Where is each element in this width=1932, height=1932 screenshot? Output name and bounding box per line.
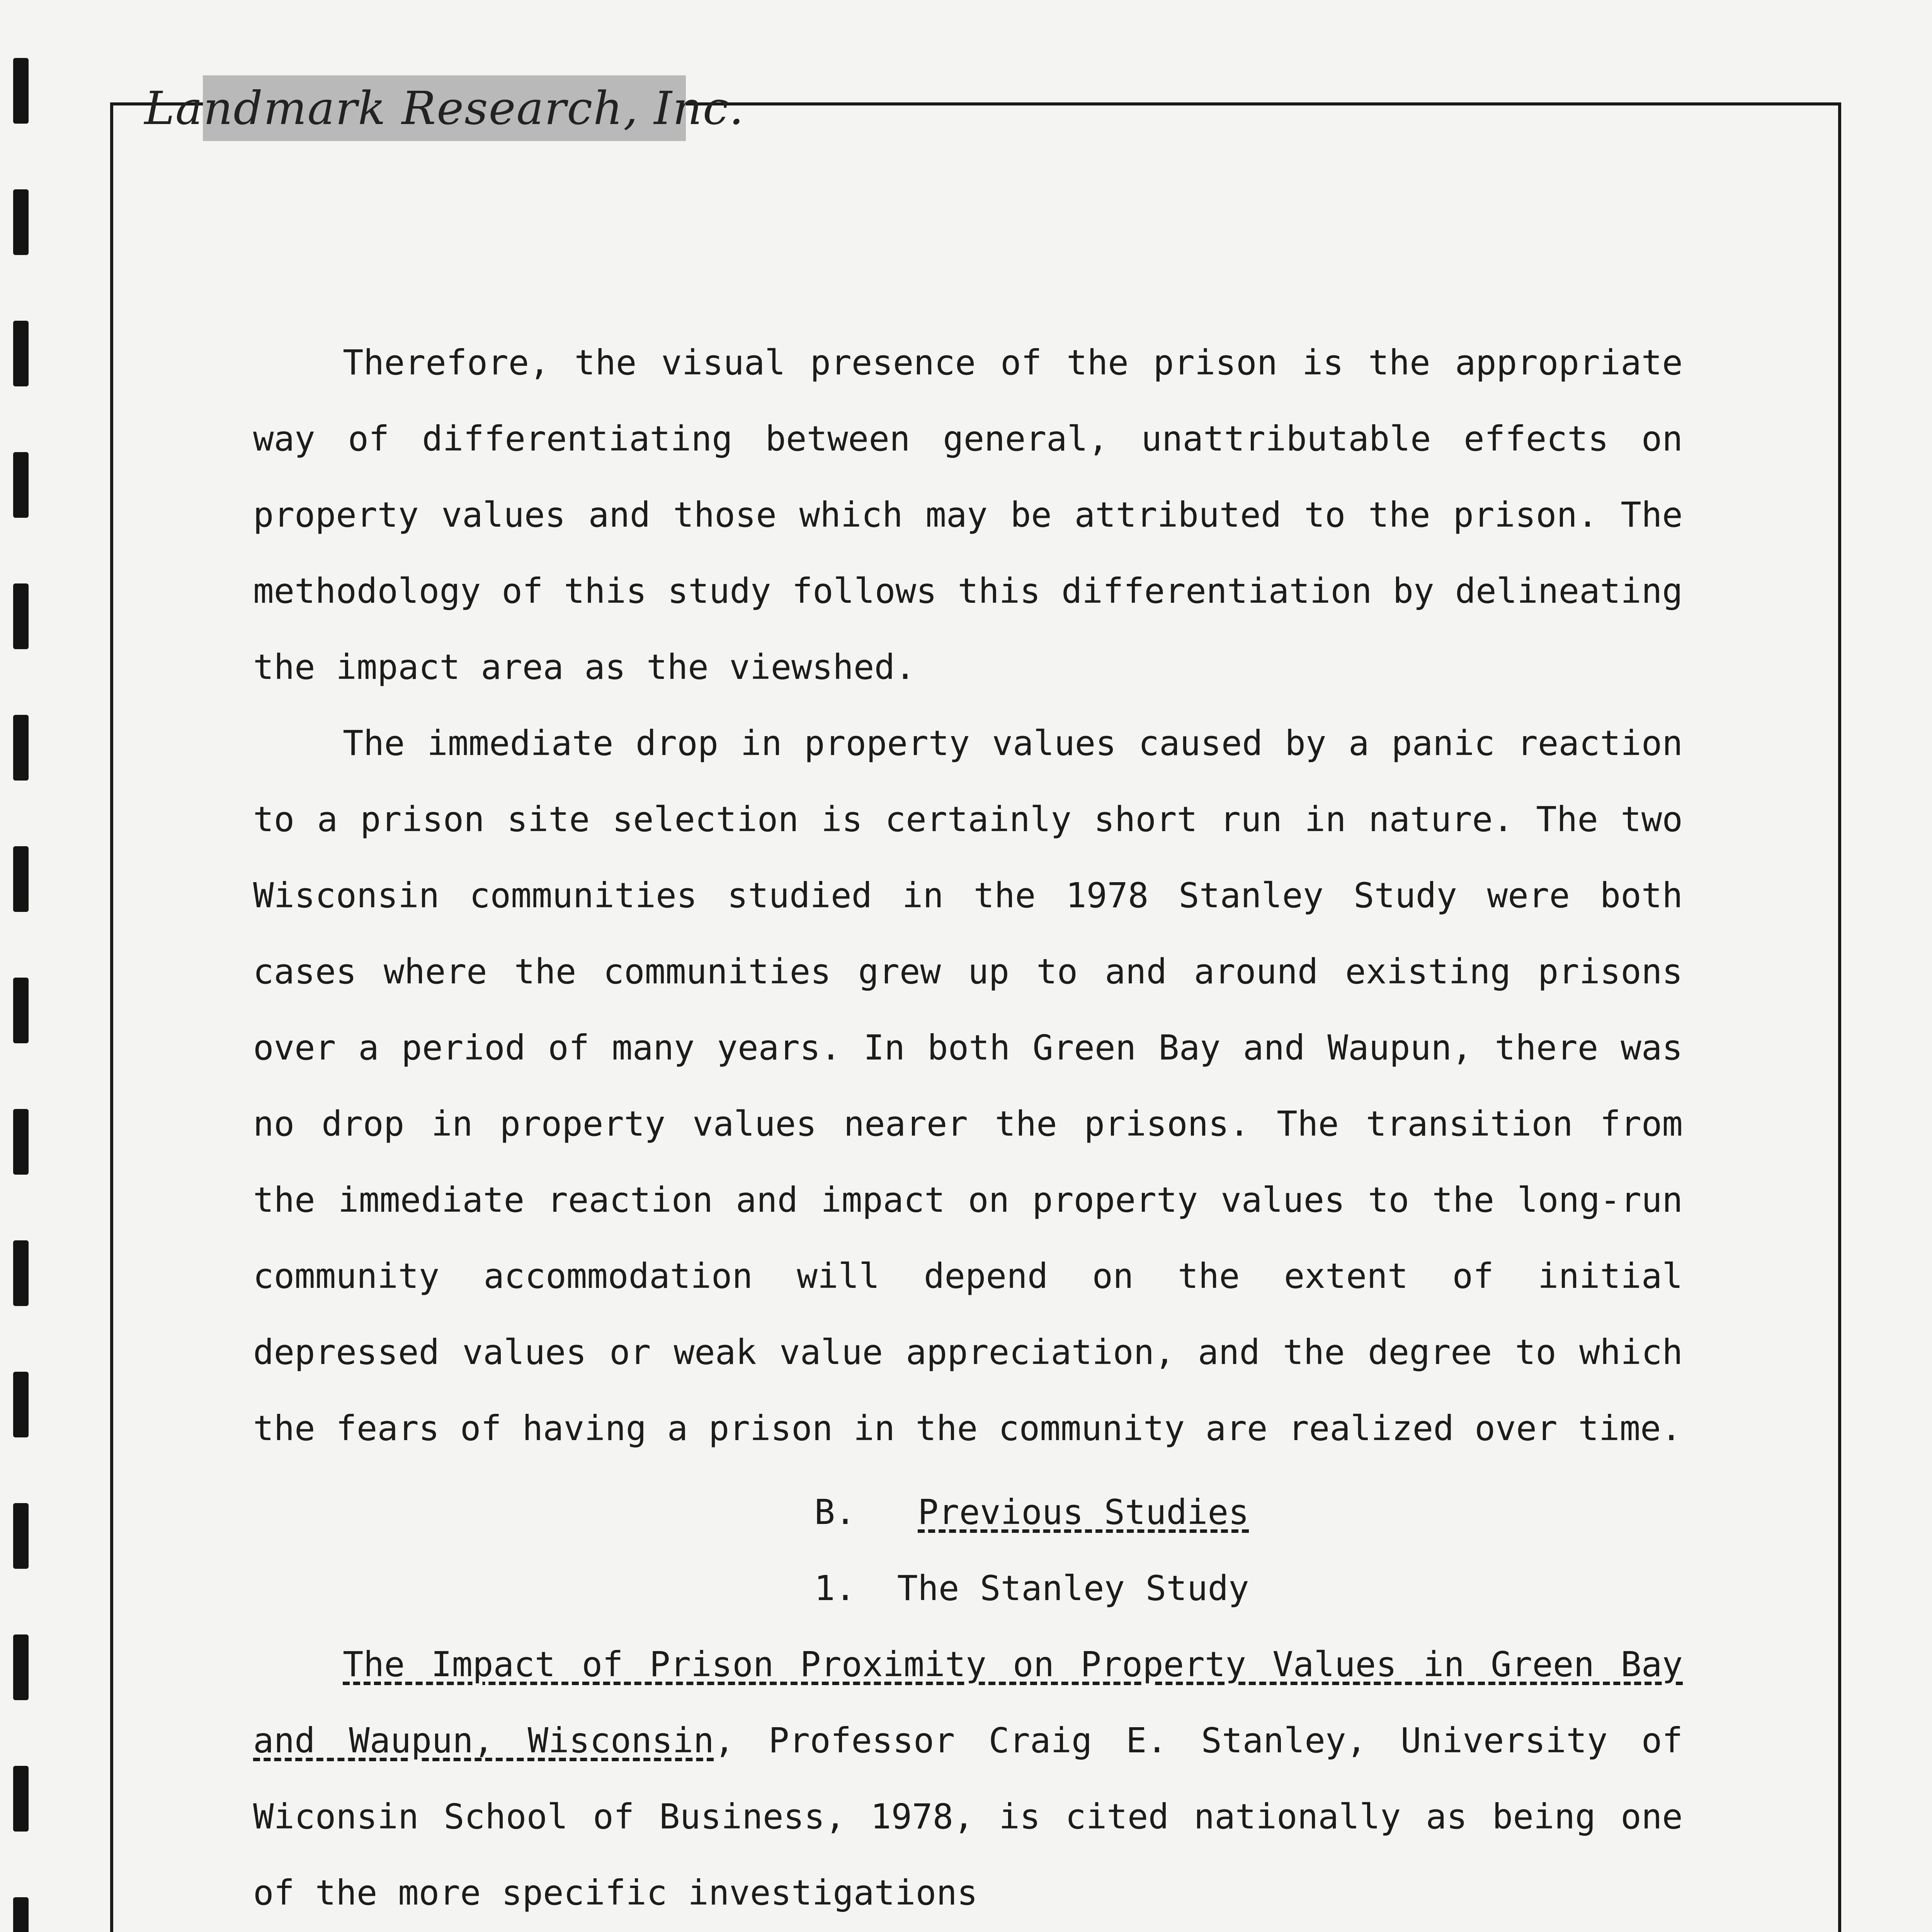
binder-mark bbox=[13, 1109, 29, 1175]
binder-mark bbox=[13, 583, 29, 649]
company-logo bbox=[144, 75, 745, 141]
binder-mark bbox=[13, 58, 29, 124]
section-heading bbox=[253, 1474, 1683, 1550]
binder-mark bbox=[13, 189, 29, 255]
subsection-heading bbox=[253, 1550, 1683, 1626]
binder-mark bbox=[13, 1634, 29, 1700]
binder-mark bbox=[13, 1372, 29, 1437]
paragraph-viewshed: Therefore, the visual presence of the prison is the appropriate way of differentiating between general, unattributable effects on property values and those which may be attributed to the prison. The methodology of this study follows this differentiation by delineating the impact area as the viewshed. bbox=[253, 342, 1683, 687]
subsection-number: 1. bbox=[814, 1568, 856, 1608]
binder-mark bbox=[13, 1766, 29, 1832]
section-title: Previous Studies bbox=[918, 1492, 1249, 1532]
section-letter: B. bbox=[814, 1492, 856, 1532]
logo-text: Landmark Research, Inc. bbox=[144, 82, 745, 135]
binder-mark bbox=[13, 846, 29, 912]
document-body bbox=[253, 325, 1683, 1931]
study-description: , Professor Craig E. Stanley, University of Wiconsin School of Business, 1978, is cited nationally as being one of the more specific investigations bbox=[253, 1720, 1683, 1913]
binder-mark bbox=[13, 1897, 29, 1932]
binder-mark bbox=[13, 321, 29, 386]
binder-mark bbox=[13, 715, 29, 781]
binder-mark bbox=[13, 978, 29, 1043]
binder-mark bbox=[13, 1503, 29, 1569]
binder-mark bbox=[13, 1240, 29, 1306]
study-title: The Impact of Prison Proximity on Property Values in Green Bay and Waupun, Wisconsin bbox=[253, 1644, 1683, 1760]
binder-punch-marks bbox=[13, 58, 29, 1932]
binder-mark bbox=[13, 452, 29, 518]
paragraph-property-values: The immediate drop in property values caused by a panic reaction to a prison site selection is certainly short run in nature. The two Wisconsin communities studied in the 1978 Stanley Study were both cases where the communities grew up to and around existing prisons over a period of many years. In both Green Bay and Waupun, there was no drop in property values nearer the prisons. The transition from the immediate reaction and impact on property values to the long-run community accommodation will depend on the extent of initial depressed values or weak value appreciation, and the degree to which the fears of having a prison in the community are realized over time. bbox=[253, 723, 1683, 1448]
subsection-title: The Stanley Study bbox=[897, 1568, 1249, 1608]
paragraph-stanley-study bbox=[253, 1626, 1683, 1931]
